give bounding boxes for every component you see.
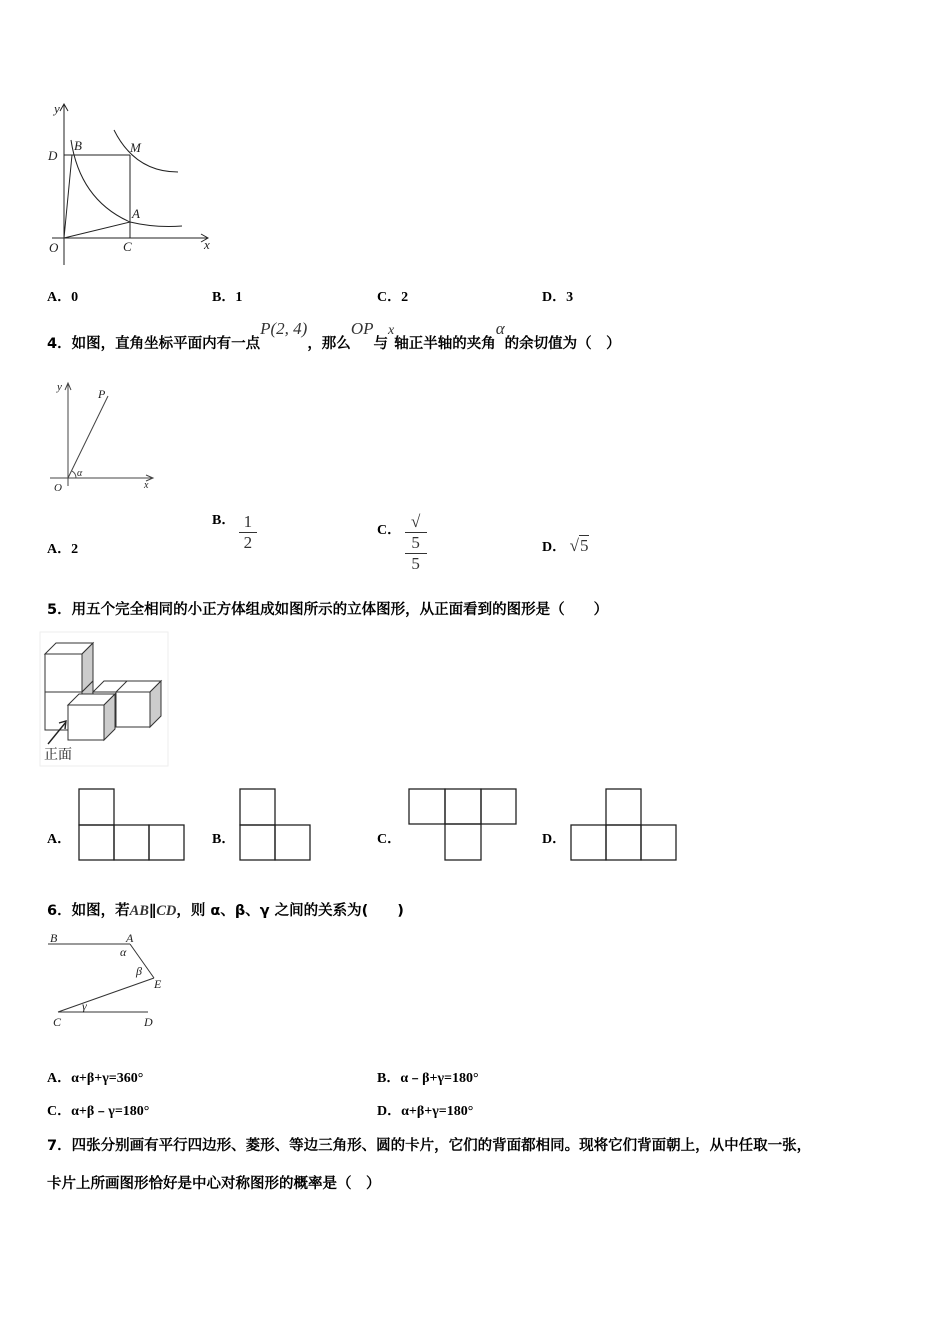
label-y: y [57,381,62,393]
sqrt-icon: √ 5 [405,512,427,553]
q4-question [47,318,621,352]
q5-option-a-figure[interactable] [76,786,186,862]
q4-option-a[interactable]: A．2 [47,542,79,557]
q7-question-line-1: 7．四张分别画有平行四边形、菱形、等边三角形、圆的卡片，它们的背面都相同。现将它们背面朝上，从中任取一张， [47,1138,812,1154]
label-m: M [130,140,141,155]
label-x: x [144,480,149,491]
q6-option-b[interactable]: B．α﹣β+γ=180° [377,1071,479,1086]
q6-parallel: ∥ [148,903,157,919]
q4-coordinate-figure [44,378,164,498]
q6-ab: AB [129,903,149,919]
q5-option-d-figure[interactable] [568,786,680,862]
q4-angle: α [495,319,505,338]
front-cube-front [68,705,104,740]
q4-option-c-denominator: 5 [405,553,427,574]
q7-question-line-2: 卡片上所画图形恰好是中心对称图形的概率是（ ） [47,1176,381,1192]
q3-option-a[interactable]: A．0 [47,290,79,305]
label-alpha: α [120,945,127,959]
inner-hyperbola [71,140,182,227]
q3-option-c[interactable]: C．2 [377,290,409,305]
q4-option-c[interactable] [377,512,427,574]
q5-option-c[interactable]: C． [377,832,402,847]
q5-option-b[interactable]: B． [212,832,236,847]
label-c: C [123,239,132,254]
q6-cd: CD [156,903,177,919]
q4-option-d[interactable] [542,536,589,556]
q5-option-c-figure[interactable] [406,786,518,862]
label-d: D [48,148,58,163]
label-alpha: α [77,468,83,479]
q5-option-d[interactable]: D． [542,832,567,847]
label-x: x [204,237,210,252]
q6-text-1: 6．如图，若 [47,903,130,919]
segment-op [68,396,108,478]
q4-option-b-numerator: 1 [243,512,253,531]
label-y: y [54,101,60,116]
q3-coordinate-figure [40,100,220,270]
segment-ec [58,978,154,1012]
q6-text-2: ，则 α、β、γ 之间的关系为( ) [176,903,404,919]
q6-parallel-lines-figure [44,930,184,1030]
q4-option-c-fraction [405,512,427,574]
label-d: D [144,1015,153,1029]
q4-text-1: 如图，直角坐标平面内有一点 [71,336,261,352]
q4-point: P(2, 4) [260,319,308,338]
front-label: 正面 [44,747,72,763]
outer-hyperbola [114,130,178,172]
label-e: E [154,977,162,991]
q4-text-4: 轴正半轴的夹角 [394,336,496,352]
q4-number: 4． [47,336,72,352]
segment-ae [130,944,154,978]
label-c: C [53,1015,62,1029]
label-b: B [74,138,82,153]
q5-option-a[interactable]: A． [47,832,72,847]
q5-option-b-figure[interactable] [237,786,313,862]
label-gamma: γ [82,999,87,1013]
q4-option-b-fraction [239,512,257,553]
q4-axis: x [387,323,395,338]
q4-text-3: 与 [373,336,388,352]
q6-option-d[interactable]: D．α+β+γ=180° [377,1104,474,1119]
q4-segment: OP [350,319,374,338]
q6-option-a[interactable]: A．α+β+γ=360° [47,1071,144,1086]
sqrt-icon: √5 [569,536,589,555]
q4-option-c-prefix: C． [377,523,402,539]
q4-option-b-prefix: B． [212,512,236,528]
angle-arc [72,471,76,478]
q4-option-b-denominator: 2 [239,532,257,553]
right-cube-front [116,692,150,727]
q4-text-5: 的余切值为（ ） [504,336,621,352]
label-b: B [50,931,58,945]
label-p: P [98,387,106,401]
q4-option-d-radicand: 5 [579,536,589,555]
q6-question [47,899,404,920]
q4-option-d-prefix: D． [542,540,567,555]
label-a: A [132,206,140,221]
q4-option-c-numerator [405,512,427,553]
label-o: O [49,240,59,255]
label-beta: β [136,964,142,978]
q3-option-d[interactable]: D．3 [542,290,574,305]
label-a: A [126,931,134,945]
q5-question: 5．用五个完全相同的小正方体组成如图所示的立体图形，从正面看到的图形是（ ） [47,602,609,618]
segment-oa [64,222,130,238]
q4-option-b[interactable] [212,512,257,553]
q3-option-b[interactable]: B．1 [212,290,243,305]
q4-text-2: ，那么 [307,336,351,352]
label-o: O [54,482,62,494]
top-cube-front [45,654,82,692]
segment-ob [64,155,72,238]
q6-option-c[interactable]: C．α+β﹣γ=180° [47,1104,150,1119]
q5-cube-figure [40,632,170,767]
